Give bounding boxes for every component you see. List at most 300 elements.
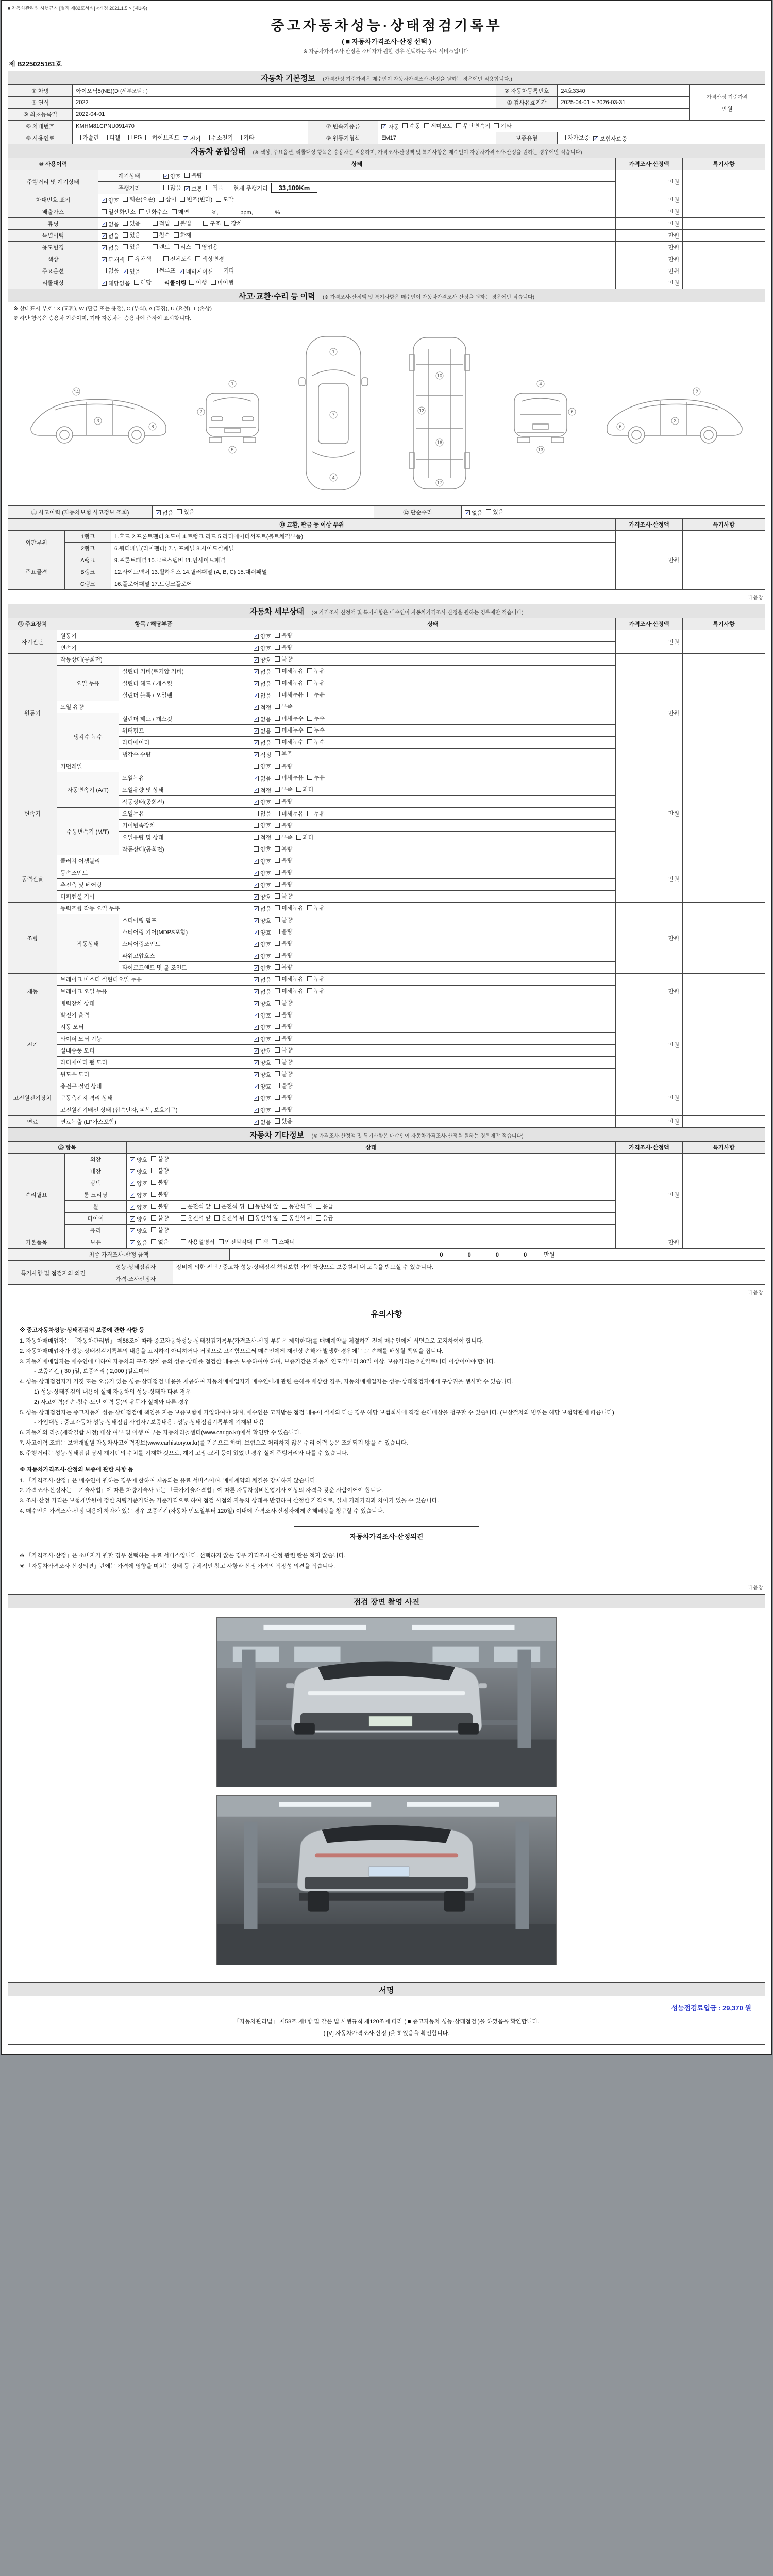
checkbox-option[interactable] [153,219,170,227]
checkbox-option[interactable] [254,798,271,806]
checkbox-label: 해당 [140,280,152,286]
checkbox-option[interactable] [151,1166,169,1175]
checkbox-option[interactable] [130,1239,147,1247]
checkbox-option[interactable] [254,881,271,889]
remark-cell [683,277,765,289]
checkbox-label: 미세누유 [281,976,304,982]
checkbox-option[interactable] [275,963,292,971]
fuel-label: ⑧ 사용연료 [8,132,73,144]
item-label: 보유 [65,1236,127,1248]
checkbox-option[interactable] [254,857,271,866]
checkbox-option[interactable] [217,266,234,275]
checkbox-option[interactable] [177,507,194,516]
checkbox-label: 양호 [260,859,272,865]
checkbox-option[interactable] [254,680,271,688]
checkbox-option[interactable] [275,1046,292,1054]
checkbox-option[interactable] [102,256,125,264]
checkbox-option[interactable] [205,133,233,142]
checkbox-option[interactable] [275,1010,292,1019]
item-label: 오일유량 및 상태 [119,784,250,796]
checkbox-option[interactable] [103,133,120,142]
checkbox-option[interactable] [174,219,191,227]
checkbox-option[interactable] [254,1106,271,1114]
notice-line: 7. 사고이력 조회는 보험개발원 자동차사고이력정보(www.carhistory.or.kr)를 기준으로 하며, 보험으로 처리하지 않은 수리 이력 등은 조회되지 않을 수 있습니다. [20,1439,408,1446]
checkbox-box [151,1168,156,1173]
checkbox-option[interactable] [275,655,292,663]
checkbox-option[interactable] [275,785,292,793]
item-label: 배력장치 상태 [57,997,250,1009]
state-checks [250,1009,616,1021]
price-cell: 만원 [616,1236,683,1248]
checkbox-option[interactable] [254,774,271,783]
checkbox-label: 양호 [260,823,272,829]
checkbox-option[interactable] [254,1035,271,1043]
price-cell: 만원 [616,194,683,206]
state-checks [250,654,616,666]
checkbox-option[interactable] [254,988,271,996]
checkbox-option[interactable] [130,1191,147,1199]
checkbox-option[interactable] [275,951,292,959]
checkbox-option[interactable] [275,1081,292,1090]
fuel-options [73,132,308,144]
checkbox-option[interactable] [275,750,292,758]
checkbox-option[interactable] [275,880,292,888]
checkbox-option[interactable] [254,999,271,1008]
checkbox-option[interactable] [153,231,170,239]
checkbox-option[interactable] [254,1059,271,1067]
checkbox-option[interactable] [163,255,192,263]
checkbox-option[interactable] [128,255,152,263]
state-checks [250,879,616,891]
checkbox-option[interactable] [181,1202,211,1210]
checkbox-option[interactable] [102,196,119,205]
confirmation-line-2: ( [V] 자동차가격조사·산정 )을 하였음을 확인합니다. [323,2030,450,2037]
checkbox-label: 탄화수소 [146,209,168,215]
checkbox-label: 누유 [313,692,325,698]
checkbox-option[interactable] [130,1156,147,1164]
checkbox-label: 불량 [281,799,293,805]
checkbox-option[interactable] [275,916,292,924]
checkbox-label: 불량 [281,1107,293,1113]
row-label: 리콜대상 [8,277,98,289]
item-label: 추진축 및 베어링 [57,879,250,891]
checkbox-option[interactable] [307,773,325,782]
checkbox-option[interactable] [151,1226,169,1234]
checkbox-box [153,232,158,238]
checkbox-option[interactable] [296,833,314,841]
row-label: 특별이력 [8,230,98,242]
checkbox-option[interactable] [248,1214,279,1222]
checkbox-box [181,1215,186,1221]
checkbox-option[interactable] [456,122,490,130]
checkbox-option[interactable] [214,1202,245,1210]
checkbox-option[interactable] [151,1202,169,1210]
base-price-unit: 만원 [721,106,733,112]
checkbox-option[interactable] [296,785,314,793]
checkbox-box: ✓ [164,174,169,179]
checkbox-option[interactable] [307,975,325,983]
checkbox-option[interactable] [254,940,271,948]
checkbox-option[interactable] [593,134,627,143]
checkbox-option[interactable] [275,773,304,782]
checkbox-option[interactable] [307,987,325,995]
checkbox-option[interactable] [561,133,590,142]
checkbox-option[interactable] [172,208,189,216]
checkbox-box [275,870,280,875]
checkbox-option[interactable] [123,243,140,251]
checkbox-label: 불량 [281,656,293,663]
checkbox-option[interactable] [254,727,271,735]
checkbox-option[interactable] [316,1214,333,1222]
checkbox-option[interactable] [307,904,325,912]
checkbox-option[interactable] [275,667,304,675]
checkbox-option[interactable] [256,1238,268,1246]
state-checks [250,997,616,1009]
checkbox-option[interactable] [275,726,304,734]
checkbox-box [275,929,280,934]
checkbox-option[interactable] [275,643,292,651]
first-reg-label: ⑤ 최초등록일 [8,109,73,121]
checkbox-option[interactable] [153,266,176,275]
checkbox-option[interactable] [151,1238,169,1246]
checkbox-option[interactable] [465,509,482,517]
state-checks [250,891,616,903]
checkbox-option[interactable] [275,1093,292,1101]
etc-row [8,1154,765,1165]
document-number: 제 B225025161호 [9,60,62,68]
exchange-label: ⑬ 교환, 판금 등 이상 부위 [8,519,616,531]
checkbox-option[interactable] [254,691,271,700]
checkbox-box [275,846,280,852]
checkbox-option[interactable] [163,172,181,180]
checkbox-option[interactable] [130,1167,147,1176]
checkbox-option[interactable] [275,927,292,936]
checkbox-label: 운전석 뒤 [221,1204,245,1210]
checkbox-box [123,244,128,249]
checkbox-option[interactable] [275,631,292,639]
col-price: 가격조사·산정액 [616,618,683,630]
checkbox-option[interactable] [248,1202,279,1210]
final-price-value-cell [230,1249,765,1261]
checkbox-option[interactable] [151,1214,169,1222]
checkbox-option[interactable] [237,133,254,142]
checkbox-label: 누수 [313,727,325,734]
sub-group-label: 오일 누유 [57,666,119,701]
checkbox-box: ✓ [254,1072,259,1078]
checkbox-option[interactable] [272,1238,295,1246]
checkbox-option[interactable] [254,703,271,711]
checkbox-label: 양호 [260,1025,272,1031]
checkbox-option[interactable] [123,195,155,204]
checkbox-option[interactable] [254,964,271,972]
checkbox-option[interactable] [275,892,292,900]
checkbox-option[interactable] [254,869,271,877]
checkbox-option[interactable] [134,278,152,286]
checkbox-option[interactable] [254,1071,271,1079]
checkbox-option[interactable] [123,267,140,276]
checkbox-option[interactable] [254,1023,271,1031]
checkbox-option[interactable] [254,821,271,829]
item-label: 유리 [65,1225,127,1236]
checkbox-option[interactable] [275,1058,292,1066]
checkbox-option[interactable] [307,738,325,746]
checkbox-option[interactable] [254,1094,271,1103]
checkbox-option[interactable] [195,255,224,263]
checkbox-option[interactable] [275,702,292,710]
checkbox-box [123,232,128,238]
checkbox-label: 없음 [260,728,272,735]
checkbox-option[interactable] [424,122,453,130]
document-page [1,0,772,2055]
checkbox-option[interactable] [494,122,511,130]
checkbox-option[interactable] [316,1202,333,1210]
rank-items: 9.프론트패널 10.크로스멤버 11.인사이드패널 [111,554,616,566]
checkbox-box: ✓ [130,1193,135,1198]
checkbox-option[interactable] [156,509,173,517]
checkbox-box [151,1215,156,1221]
checkbox-option[interactable] [130,1203,147,1211]
checkbox-option[interactable] [151,1155,169,1163]
table-row [8,109,765,121]
checkbox-option[interactable] [307,809,325,818]
checkbox-label: 양호 [260,954,272,960]
checkbox-option[interactable] [195,243,218,251]
checkbox-option[interactable] [254,952,271,960]
checkbox-option[interactable] [203,219,221,227]
col-item: ⑮ 항목 [8,1142,127,1154]
checkbox-option[interactable] [307,714,325,722]
checkbox-label: 응급 [322,1204,334,1210]
checkbox-option[interactable] [254,917,271,925]
checkbox-option[interactable] [123,219,140,227]
checkbox-option[interactable] [275,1117,292,1125]
checkbox-box [195,256,200,261]
checkbox-option[interactable] [151,1190,169,1198]
checkbox-option[interactable] [181,1238,215,1246]
checkbox-option[interactable] [130,1215,147,1223]
checkbox-option[interactable] [174,231,191,239]
next-page-marker: 다음장 [748,1585,763,1591]
checkbox-option[interactable] [153,243,170,251]
state-checks [250,938,616,950]
checkbox-option[interactable] [102,244,119,252]
state-checks [250,820,616,832]
checkbox-option[interactable] [102,279,130,287]
checkbox-option[interactable] [254,905,271,913]
state-checks [250,1080,616,1092]
checkbox-option[interactable] [254,833,271,841]
checkbox-option[interactable] [275,1022,292,1030]
car-diagram-underbody-icon [396,328,483,498]
table-row [8,85,765,97]
checkbox-option[interactable] [254,809,271,818]
checkbox-option[interactable] [123,231,140,239]
col-remark: 특기사항 [683,519,765,531]
checkbox-option[interactable] [282,1202,312,1210]
overall-row [8,265,765,277]
checkbox-label: 불량 [281,633,293,639]
checkbox-option[interactable] [76,133,99,142]
checkbox-box: ✓ [254,1001,259,1007]
checkbox-option[interactable] [102,220,119,228]
checkbox-option[interactable] [254,1082,271,1091]
checkbox-option[interactable] [159,195,176,204]
checkbox-box [237,135,242,140]
checkbox-option[interactable] [275,833,292,841]
checkbox-label: 양호 [260,918,272,924]
checkbox-option[interactable] [254,632,271,640]
checkbox-option[interactable] [254,1118,271,1126]
checkbox-option[interactable] [275,690,304,699]
checkbox-option[interactable] [102,232,119,240]
remark-cell [683,654,765,772]
checkbox-option[interactable] [402,122,420,130]
checkbox-option[interactable] [254,762,271,770]
checkbox-label: 양호 [260,942,272,948]
checkbox-label: 디젤 [109,135,121,141]
checkbox-box [275,739,280,744]
checkbox-option[interactable] [189,278,207,286]
checkbox-option[interactable] [184,171,202,179]
rank-items: 16.플로어패널 17.트렁크플로어 [111,578,616,590]
checkbox-label: 없음 [260,717,272,723]
checkbox-option[interactable] [174,243,191,251]
checkbox-box [486,509,491,514]
item-label: 스티어링 펌프 [119,914,250,926]
checkbox-option[interactable] [145,133,179,142]
checkbox-option[interactable] [254,656,271,664]
checkbox-label: 상이 [165,197,177,203]
remark-cell [683,218,765,230]
rank-name: A랭크 [65,554,111,566]
checkbox-option[interactable] [151,1178,169,1187]
checkbox-option[interactable] [219,1238,253,1246]
checkbox-option[interactable] [275,1070,292,1078]
checkbox-option[interactable] [275,821,292,829]
checkbox-option[interactable] [163,183,181,192]
checkbox-option[interactable] [206,183,224,192]
checkbox-option[interactable] [254,928,271,937]
checkbox-label: 미세누수 [281,739,304,745]
checkbox-option[interactable] [214,1214,245,1222]
col-state: 상태 [250,618,616,630]
checkbox-option[interactable] [179,267,213,276]
checkbox-option[interactable] [254,668,271,676]
checkbox-option[interactable] [254,976,271,984]
checkbox-label: 양호 [260,1037,272,1043]
checkbox-option[interactable] [307,726,325,734]
checkbox-option[interactable] [254,1047,271,1055]
state-checks [98,218,616,230]
detail-row [8,1116,765,1128]
checkbox-option[interactable] [181,1214,211,1222]
checkbox-label: 불량 [281,1071,293,1077]
sub-group-label: 작동상태 [57,914,119,974]
price-cell: 만원 [616,772,683,855]
checkbox-box: ✓ [254,906,259,912]
checkbox-option[interactable] [183,134,200,143]
checkbox-option[interactable] [275,714,304,722]
item-label: 등속조인트 [57,867,250,879]
checkbox-option[interactable] [275,904,304,912]
checkbox-option[interactable] [130,1227,147,1235]
checkbox-option[interactable] [275,809,304,818]
checkbox-option[interactable] [275,845,292,853]
checkbox-box [254,823,259,828]
checkbox-option[interactable] [254,893,271,901]
checkbox-box [307,727,312,733]
item-label: 스티어링조인트 [119,938,250,950]
price-cell: 만원 [616,903,683,974]
checkbox-option[interactable] [124,134,142,141]
checkbox-option[interactable] [254,751,271,759]
checkbox-option[interactable] [275,939,292,947]
checkbox-option[interactable] [216,195,233,204]
checkbox-label: 전체도색 [170,256,192,262]
checkbox-option[interactable] [282,1214,312,1222]
checkbox-option[interactable] [275,738,304,746]
checkbox-option[interactable] [254,1011,271,1020]
checkbox-option[interactable] [275,797,292,805]
checkbox-option[interactable] [180,195,212,204]
checkbox-option[interactable] [254,644,271,652]
checkbox-option[interactable] [307,667,325,675]
checkbox-option[interactable] [307,679,325,687]
checkbox-option[interactable] [275,975,304,983]
state-checks [250,1045,616,1057]
checkbox-option[interactable] [102,266,119,275]
checkbox-option[interactable] [184,184,202,193]
col-remark: 특기사항 [683,158,765,170]
checkbox-option[interactable] [275,987,304,995]
section-basic-title [8,71,765,84]
checkbox-option[interactable] [224,219,242,227]
checkbox-option[interactable] [275,856,292,865]
checkbox-option[interactable] [381,123,399,131]
checkbox-option[interactable] [275,1105,292,1113]
checkbox-label: 자가보증 [567,135,590,141]
device-group-label: 제동 [8,974,57,1009]
checkbox-option[interactable] [486,507,503,516]
checkbox-option[interactable] [254,715,271,723]
checkbox-option[interactable] [275,1034,292,1042]
checkbox-option[interactable] [102,208,136,216]
checkbox-box [195,244,200,249]
checkbox-option[interactable] [254,786,271,794]
checkbox-label: 양호 [137,1193,148,1199]
checkbox-option[interactable] [254,739,271,747]
checkbox-option[interactable] [130,1179,147,1188]
table-header-row [8,158,765,170]
checkbox-option[interactable] [275,679,304,687]
checkbox-label: 과다 [303,835,314,841]
overall-row [8,277,765,289]
checkbox-option[interactable] [211,278,234,286]
checkbox-box: ✓ [130,1240,135,1246]
checkbox-option[interactable] [275,762,292,770]
item-label: 브레이크 마스터 실린더오일 누유 [57,974,250,986]
checkbox-option[interactable] [275,868,292,876]
checkbox-option[interactable] [275,998,292,1007]
state-checks [250,1092,616,1104]
checkbox-option[interactable] [307,690,325,699]
checkbox-option[interactable] [254,845,271,853]
checkbox-option[interactable] [139,208,168,216]
checkbox-label: 보험사보증 [599,136,628,142]
checkbox-label: 과다 [303,787,314,793]
overall-row [8,253,765,265]
checkbox-label: 미세누유 [281,988,304,994]
